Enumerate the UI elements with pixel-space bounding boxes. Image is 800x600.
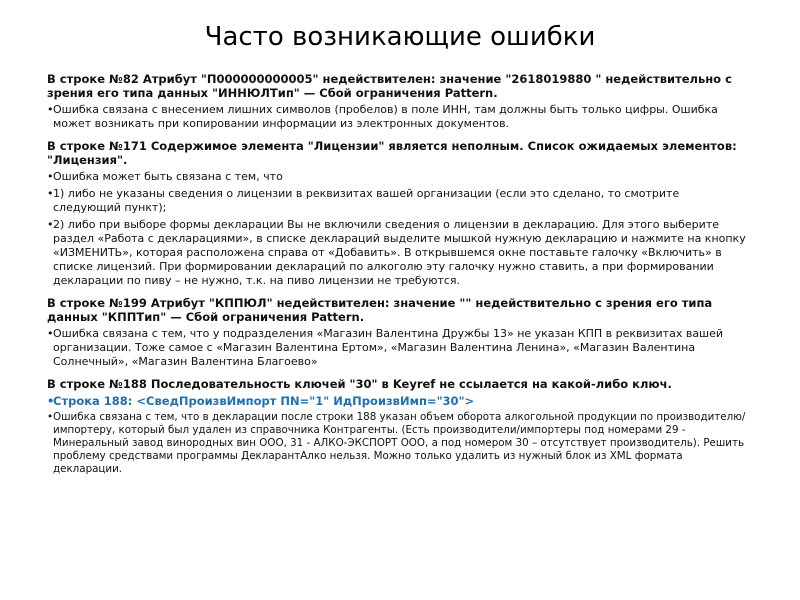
bullet-icon: •: [47, 187, 54, 200]
error-section-199: [47, 296, 747, 369]
error-section-188: [47, 377, 747, 476]
list-item-code: • Строка 188: <СведПроизвИмпорт ПN="1" ИдПроизвИмп="30">: [47, 394, 475, 408]
error-heading: В строке №199 Атрибут "КППЮЛ" недействителен: значение "" недействительно с зрения его типа данных "КППТип" — Сбой ограничения Pattern.: [47, 296, 713, 324]
bullet-icon: •: [47, 103, 54, 116]
bullet-icon: •: [47, 218, 54, 231]
list-item: • Ошибка связана с тем, что у подразделения «Магазин Валентина Дружбы 13» не указан КПП в реквизитах вашей организации. Тоже самое с «Магазин Валентина Ертом», «Магазин Валентина Ленина», «Магазин Валентина Солнечный», «Магазин Валентина Благоево»: [47, 327, 724, 368]
error-section-171: [47, 139, 747, 288]
bullet-icon: •: [47, 394, 55, 408]
page-title: Часто возникающие ошибки: [204, 22, 596, 52]
list-item: • Ошибка может быть связана с тем, что: [47, 170, 283, 183]
error-section-82: [47, 72, 747, 131]
error-heading: В строке №188 Последовательность ключей "30" в Keyref не ссылается на какой-либо ключ.: [47, 377, 672, 391]
error-heading: В строке №171 Содержимое элемента "Лицензии" является неполным. Список ожидаемых элементов: "Лицензия".: [47, 139, 737, 167]
list-item: • Ошибка связана с внесением лишних символов (пробелов) в поле ИНН, там должны быть только цифры. Ошибка может возникать при копировании информации из электронных документов.: [47, 103, 718, 130]
bullet-icon: •: [47, 170, 54, 183]
list-item: • Ошибка связана с тем, что в декларации после строки 188 указан объем оборота алкогольной продукции по производителю/импортеру, который был удален из справочника Контрагенты. (Есть производители/импортеры под номерами 29 - Минеральный завод винородных вин ООО, 31 - АЛКО-ЭКСПОРТ ООО, а под номером 30 – отсутствует производитель). Решить проблему средствами программы ДекларантАлко нельзя. Можно только удалить из нужный блок из XML формата декларации.: [47, 411, 746, 475]
bullet-icon: •: [47, 411, 54, 423]
list-item: • 2) либо при выборе формы декларации Вы не включили сведения о лицензии в декларацию. Для этого выберите раздел «Работа с декларациями», в списке деклараций выделите мышкой нужную декларацию и нажмите на кнопку «ИЗМЕНИТЬ», которая расположена справа от «Добавить». В открывшемся окне поставьте галочку «Включить» в списке лицензий. При формировании деклараций по алкоголю эту галочку нужно ставить, а при формировании декларации по пиву – не нужно, т.к. на пиво лицензии не требуются.: [47, 218, 746, 287]
content-body: [47, 72, 747, 484]
list-item: • 1) либо не указаны сведения о лицензии в реквизитах вашей организации (если это сделано, то смотрите следующий пункт);: [47, 187, 680, 214]
bullet-icon: •: [47, 327, 54, 340]
error-heading: В строке №82 Атрибут "П000000000005" недействителен: значение "2618019880 " недействительно с зрения его типа данных "ИННЮЛТип" — Сбой ограничения Pattern.: [47, 72, 732, 100]
